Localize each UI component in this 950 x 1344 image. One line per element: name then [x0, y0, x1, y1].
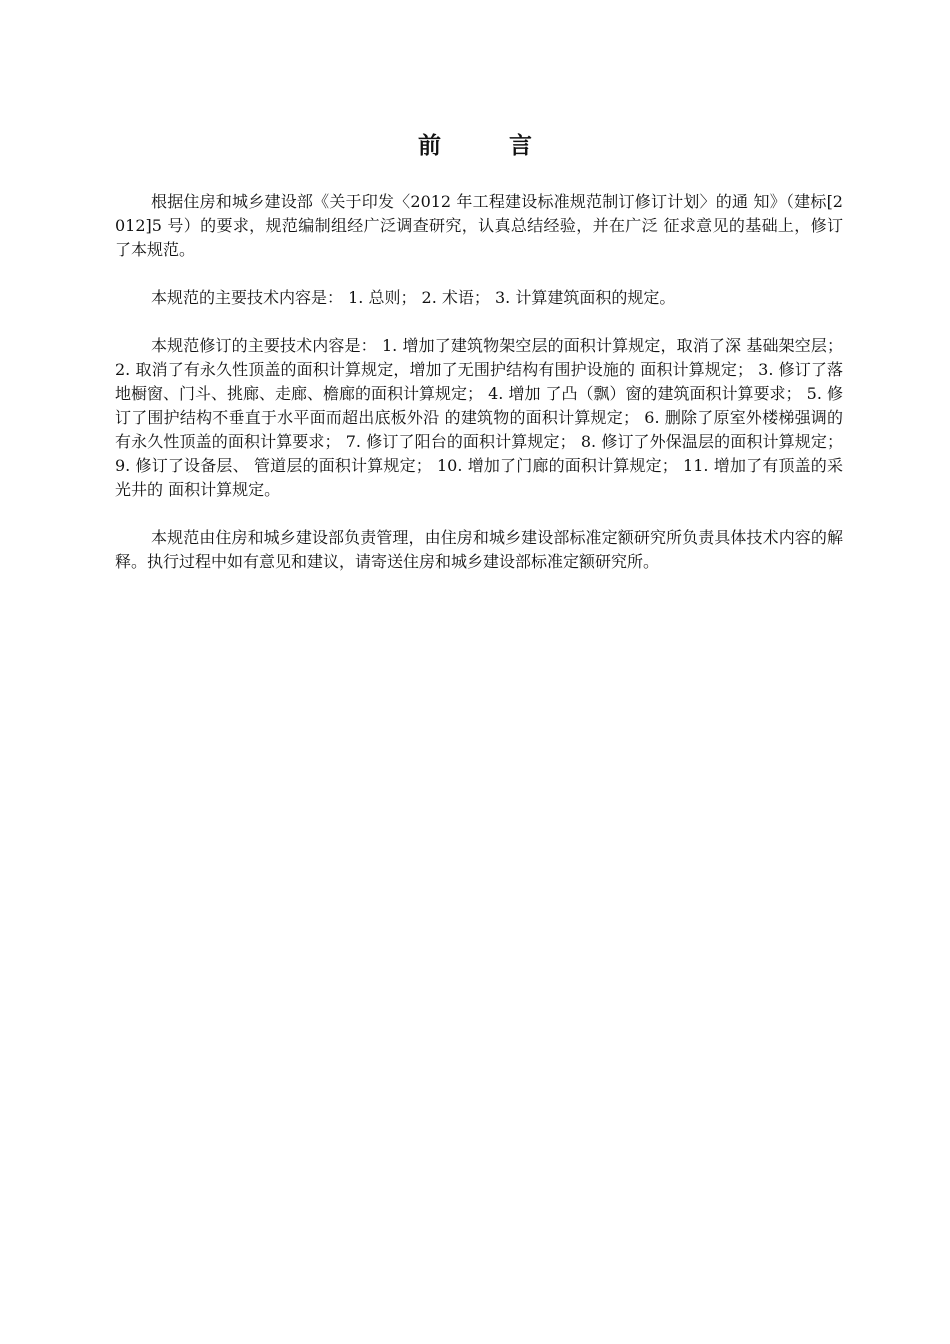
preface-body — [115, 190, 843, 598]
paragraph-revision-basis: 根据住房和城乡建设部《关于印发〈2012 年工程建设标准规范制订修订计划〉的通 知》（建标[2012]5 号）的要求，规范编制组经广泛调查研究，认真总结经验，并在广泛 征求意见的基础上，修订了本规范。 — [115, 192, 843, 259]
paragraph-main-content: 本规范的主要技术内容是： 1. 总则； 2. 术语； 3. 计算建筑面积的规定。 — [151, 288, 676, 307]
page-title: 前 言 — [417, 132, 562, 159]
paragraph-management: 本规范由住房和城乡建设部负责管理，由住房和城乡建设部标准定额研究所负责具体技术内容的解释。执行过程中如有意见和建议，请寄送住房和城乡建设部标准定额研究所。 — [115, 528, 843, 571]
paragraph-revision-content: 本规范修订的主要技术内容是： 1. 增加了建筑物架空层的面积计算规定，取消了深 基础架空层； 2. 取消了有永久性顶盖的面积计算规定，增加了无围护结构有围护设施的 面积计算规定； 3. 修订了落地橱窗、门斗、挑廊、走廊、檐廊的面积计算规定； 4. 增加 了凸（飘）窗的建筑面积计算要求； 5. 修订了围护结构不垂直于水平面而超出底板外沿 的建筑物的面积计算规定； 6. 删除了原室外楼梯强调的有永久性顶盖的面积计算要求； 7. 修订了阳台的面积计算规定； 8. 修订了外保温层的面积计算规定； 9. 修订了设备层、 管道层的面积计算规定； 10. 增加了门廊的面积计算规定； 11. 增加了有顶盖的采光井的 面积计算规定。 — [115, 336, 843, 499]
